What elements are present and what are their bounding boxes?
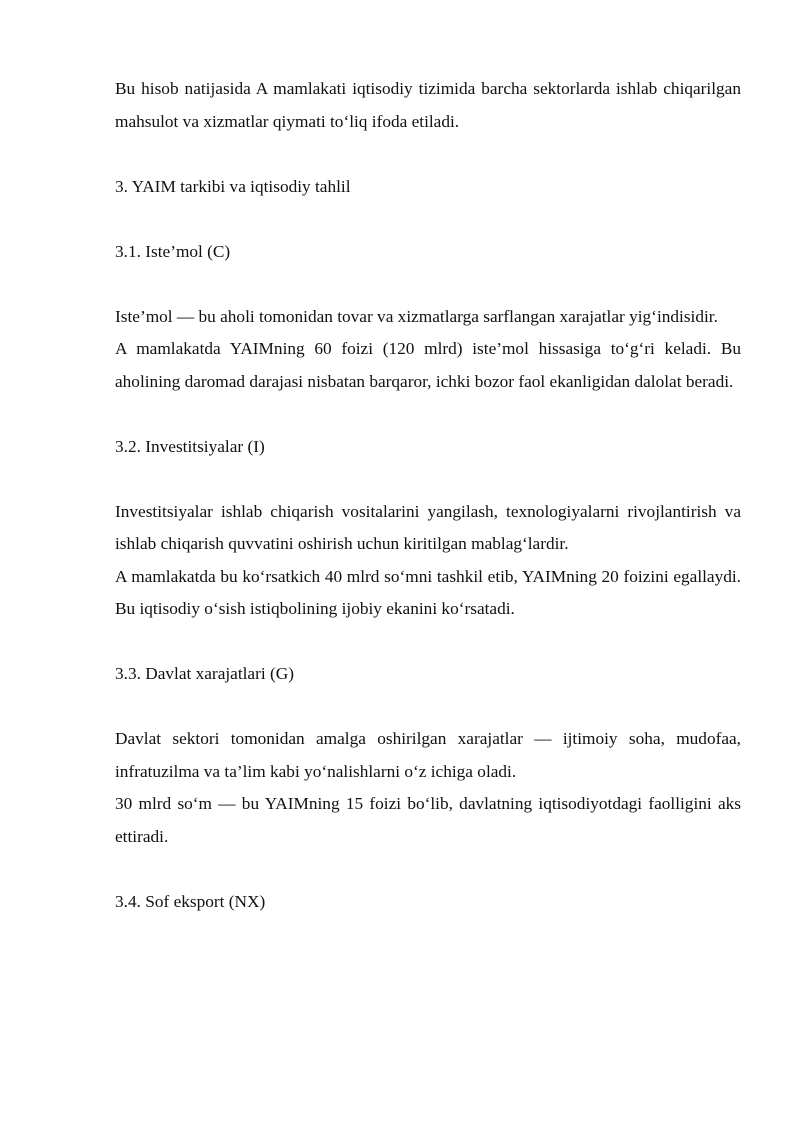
intro-paragraph: Bu hisob natijasida A mamlakati iqtisodiy tizimida barcha sektorlarda ishlab chiqarilgan mahsulot va xizmatlar qiymati to‘liq ifoda etiladi. [115,79,741,131]
section-3-3-paragraph-2: 30 mlrd so‘m — bu YAIMning 15 foizi bo‘lib, davlatning iqtisodiyotdagi faolligini aks ettiradi. [115,794,741,846]
spacer [115,463,741,496]
section-3-1-heading: 3.1. Iste’mol (C) [115,241,231,261]
spacer [115,203,741,236]
spacer [115,853,741,886]
section-3-1-paragraph-1: Iste’mol — bu aholi tomonidan tovar va xizmatlarga sarflangan xarajatlar yig‘indisidir. [115,306,718,326]
section-3-1-paragraph-2: A mamlakatda YAIMning 60 foizi (120 mlrd) iste’mol hissasiga to‘g‘ri keladi. Bu aholining daromad darajasi nisbatan barqaror, ichki bozor faol ekanligidan dalolat beradi. [115,339,741,391]
section-3-3-paragraph-1: Davlat sektori tomonidan amalga oshirilgan xarajatlar — ijtimoiy soha, mudofaa, infratuzilma va ta’lim kabi yo‘nalishlarni o‘z ichiga oladi. [115,729,741,781]
section-3-4-heading: 3.4. Sof eksport (NX) [115,891,266,911]
spacer [115,268,741,301]
spacer [115,398,741,431]
section-3-2-paragraph-1: Investitsiyalar ishlab chiqarish vositalarini yangilash, texnologiyalarni rivojlantirish va ishlab chiqarish quvvatini oshirish uchun kiritilgan mablag‘lardir. [115,501,741,553]
section-3-2-paragraph-2: A mamlakatda bu ko‘rsatkich 40 mlrd so‘mni tashkil etib, YAIMning 20 foizini egallaydi. Bu iqtisodiy o‘sish istiqbolining ijobiy ekanini ko‘rsatadi. [115,566,741,618]
section-3-heading: 3. YAIM tarkibi va iqtisodiy tahlil [115,176,351,196]
spacer [115,138,741,171]
section-3-3-heading: 3.3. Davlat xarajatlari (G) [115,664,294,683]
spacer [115,691,741,724]
spacer [115,626,741,659]
document-page [115,73,741,918]
section-3-2-heading: 3.2. Investitsiyalar (I) [115,436,265,456]
